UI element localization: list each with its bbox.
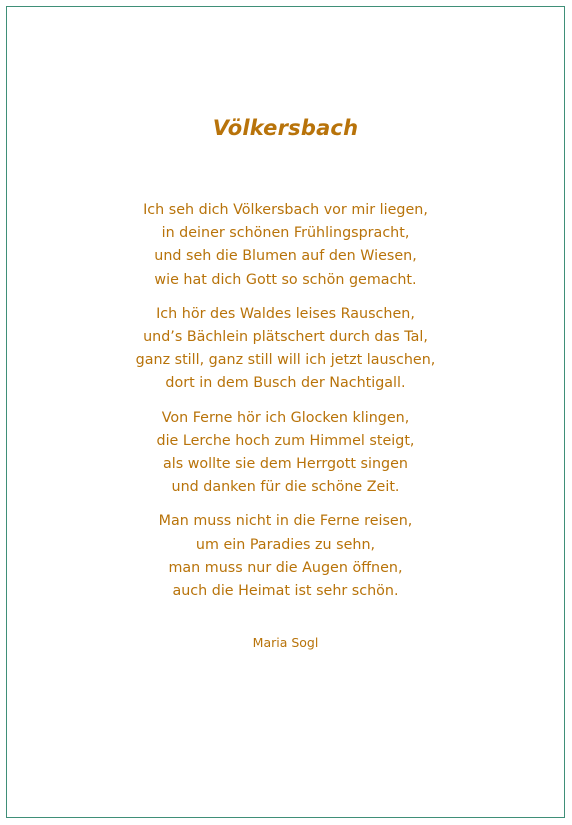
poem-title: Völkersbach — [212, 116, 359, 140]
poem-line: dort in dem Busch der Nachtigall. — [165, 375, 406, 392]
poem-line: wie hat dich Gott so schön gemacht. — [154, 271, 417, 288]
stanza-4 — [7, 510, 564, 603]
poem-line: die Lerche hoch zum Himmel steigt, — [156, 432, 415, 449]
stanza-2 — [7, 303, 564, 396]
poem-line: um ein Paradies zu sehn, — [195, 536, 376, 553]
poem-line: man muss nur die Augen öffnen, — [168, 559, 403, 576]
poem-line: Ich hör des Waldes leises Rauschen, — [156, 305, 415, 322]
poem-line: und’s Bächlein plätschert durch das Tal, — [143, 329, 428, 346]
poem-line: auch die Heimat ist sehr schön. — [172, 583, 399, 600]
stanza-3 — [7, 407, 564, 500]
poem-line: und danken für die schöne Zeit. — [171, 479, 400, 496]
poem-line: als wollte sie dem Herrgott singen — [163, 456, 408, 473]
poem-line: Ich seh dich Völkersbach vor mir liegen, — [143, 202, 428, 218]
stanza-1 — [7, 199, 564, 292]
poem-stanzas — [7, 199, 564, 614]
poem-line: Man muss nicht in die Ferne reisen, — [158, 513, 413, 530]
poem-line: in deiner schönen Frühlingspracht, — [161, 225, 410, 242]
poem-line: Von Ferne hör ich Glocken klingen, — [161, 409, 410, 426]
poem-author: Maria Sogl — [252, 635, 319, 650]
page-frame — [6, 6, 565, 818]
poem-line: ganz still, ganz still will ich jetzt lauschen, — [135, 352, 436, 369]
poem-line: und seh die Blumen auf den Wiesen, — [154, 248, 417, 265]
